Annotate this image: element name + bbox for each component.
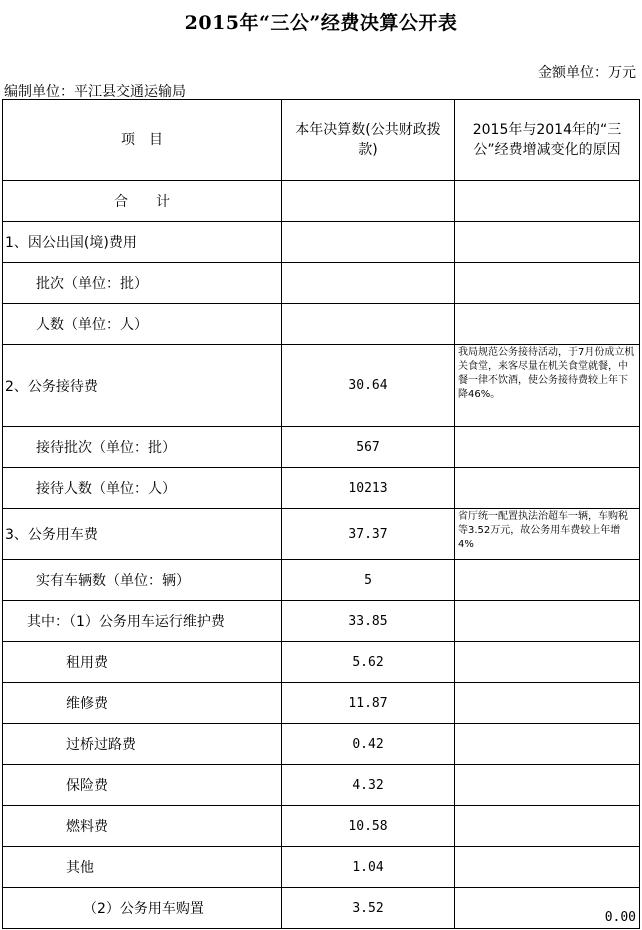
table-row	[3, 560, 640, 601]
table-row	[3, 509, 640, 560]
row-note	[455, 806, 640, 847]
row-value: 4.32	[282, 765, 455, 806]
amount-unit: 金额单位：万元	[538, 65, 636, 81]
organization: 编制单位：平江县交通运输局	[4, 84, 186, 100]
row-value	[282, 304, 455, 345]
header-item: 项 目	[3, 100, 282, 181]
table-row	[3, 806, 640, 847]
table-row	[3, 765, 640, 806]
row-value: 10.58	[282, 806, 455, 847]
row-value: 0.42	[282, 724, 455, 765]
table-row	[3, 304, 640, 345]
page-title: 2015年“三公”经费决算公开表	[184, 12, 458, 34]
row-note	[455, 683, 640, 724]
row-value: 37.37	[282, 509, 455, 560]
row-label: 接待批次（单位：批）	[3, 427, 282, 468]
row-label: 租用费	[3, 642, 282, 683]
row-label: 过桥过路费	[3, 724, 282, 765]
row-label: 燃料费	[3, 806, 282, 847]
table-row	[3, 468, 640, 509]
row-note	[455, 847, 640, 888]
row-note	[455, 468, 640, 509]
row-value: 567	[282, 427, 455, 468]
table-row	[3, 888, 640, 929]
row-label: 保险费	[3, 765, 282, 806]
row-value: 10213	[282, 468, 455, 509]
table-row	[3, 181, 640, 222]
table-row	[3, 345, 640, 427]
row-label: 其中：（1）公务用车运行维护费	[3, 601, 282, 642]
row-value: 1.04	[282, 847, 455, 888]
row-label: （2）公务用车购置	[3, 888, 282, 929]
row-value	[282, 222, 455, 263]
row-note: 0.00	[455, 888, 640, 929]
row-label: 批次（单位：批）	[3, 263, 282, 304]
row-label: 2、公务接待费	[3, 345, 282, 427]
row-value: 33.85	[282, 601, 455, 642]
table-row	[3, 642, 640, 683]
header-reason: 2015年与2014年的“三公”经费增减变化的原因	[455, 100, 640, 181]
table-row	[3, 427, 640, 468]
row-label: 维修费	[3, 683, 282, 724]
row-label: 合 计	[3, 181, 282, 222]
row-note	[455, 724, 640, 765]
row-note	[455, 263, 640, 304]
table-row	[3, 263, 640, 304]
row-value: 5.62	[282, 642, 455, 683]
table-row	[3, 724, 640, 765]
row-note	[455, 560, 640, 601]
table-row	[3, 601, 640, 642]
row-value: 11.87	[282, 683, 455, 724]
row-value: 3.52	[282, 888, 455, 929]
row-label: 其他	[3, 847, 282, 888]
row-note	[455, 181, 640, 222]
row-label: 人数（单位：人）	[3, 304, 282, 345]
row-label: 实有车辆数（单位：辆）	[3, 560, 282, 601]
expense-table	[2, 99, 640, 929]
row-label: 接待人数（单位：人）	[3, 468, 282, 509]
row-label: 3、公务用车费	[3, 509, 282, 560]
header-row	[3, 100, 640, 181]
row-note	[455, 601, 640, 642]
row-note	[455, 642, 640, 683]
table-row	[3, 847, 640, 888]
row-note	[455, 222, 640, 263]
row-value: 30.64	[282, 345, 455, 427]
row-note	[455, 765, 640, 806]
header-budget: 本年决算数(公共财政拨款)	[282, 100, 455, 181]
row-value	[282, 263, 455, 304]
table-row	[3, 222, 640, 263]
row-label: 1、因公出国(境)费用	[3, 222, 282, 263]
row-note: 我局规范公务接待活动，于7月份成立机关食堂，来客尽量在机关食堂就餐，中餐一律不饮酒，使公务接待费较上年下降46%。	[455, 345, 640, 427]
row-note	[455, 427, 640, 468]
row-value: 5	[282, 560, 455, 601]
row-value	[282, 181, 455, 222]
row-note	[455, 304, 640, 345]
row-note: 省厅统一配置执法治超车一辆，车购税等3.52万元，故公务用车费较上年增4%	[455, 509, 640, 560]
table-row	[3, 683, 640, 724]
